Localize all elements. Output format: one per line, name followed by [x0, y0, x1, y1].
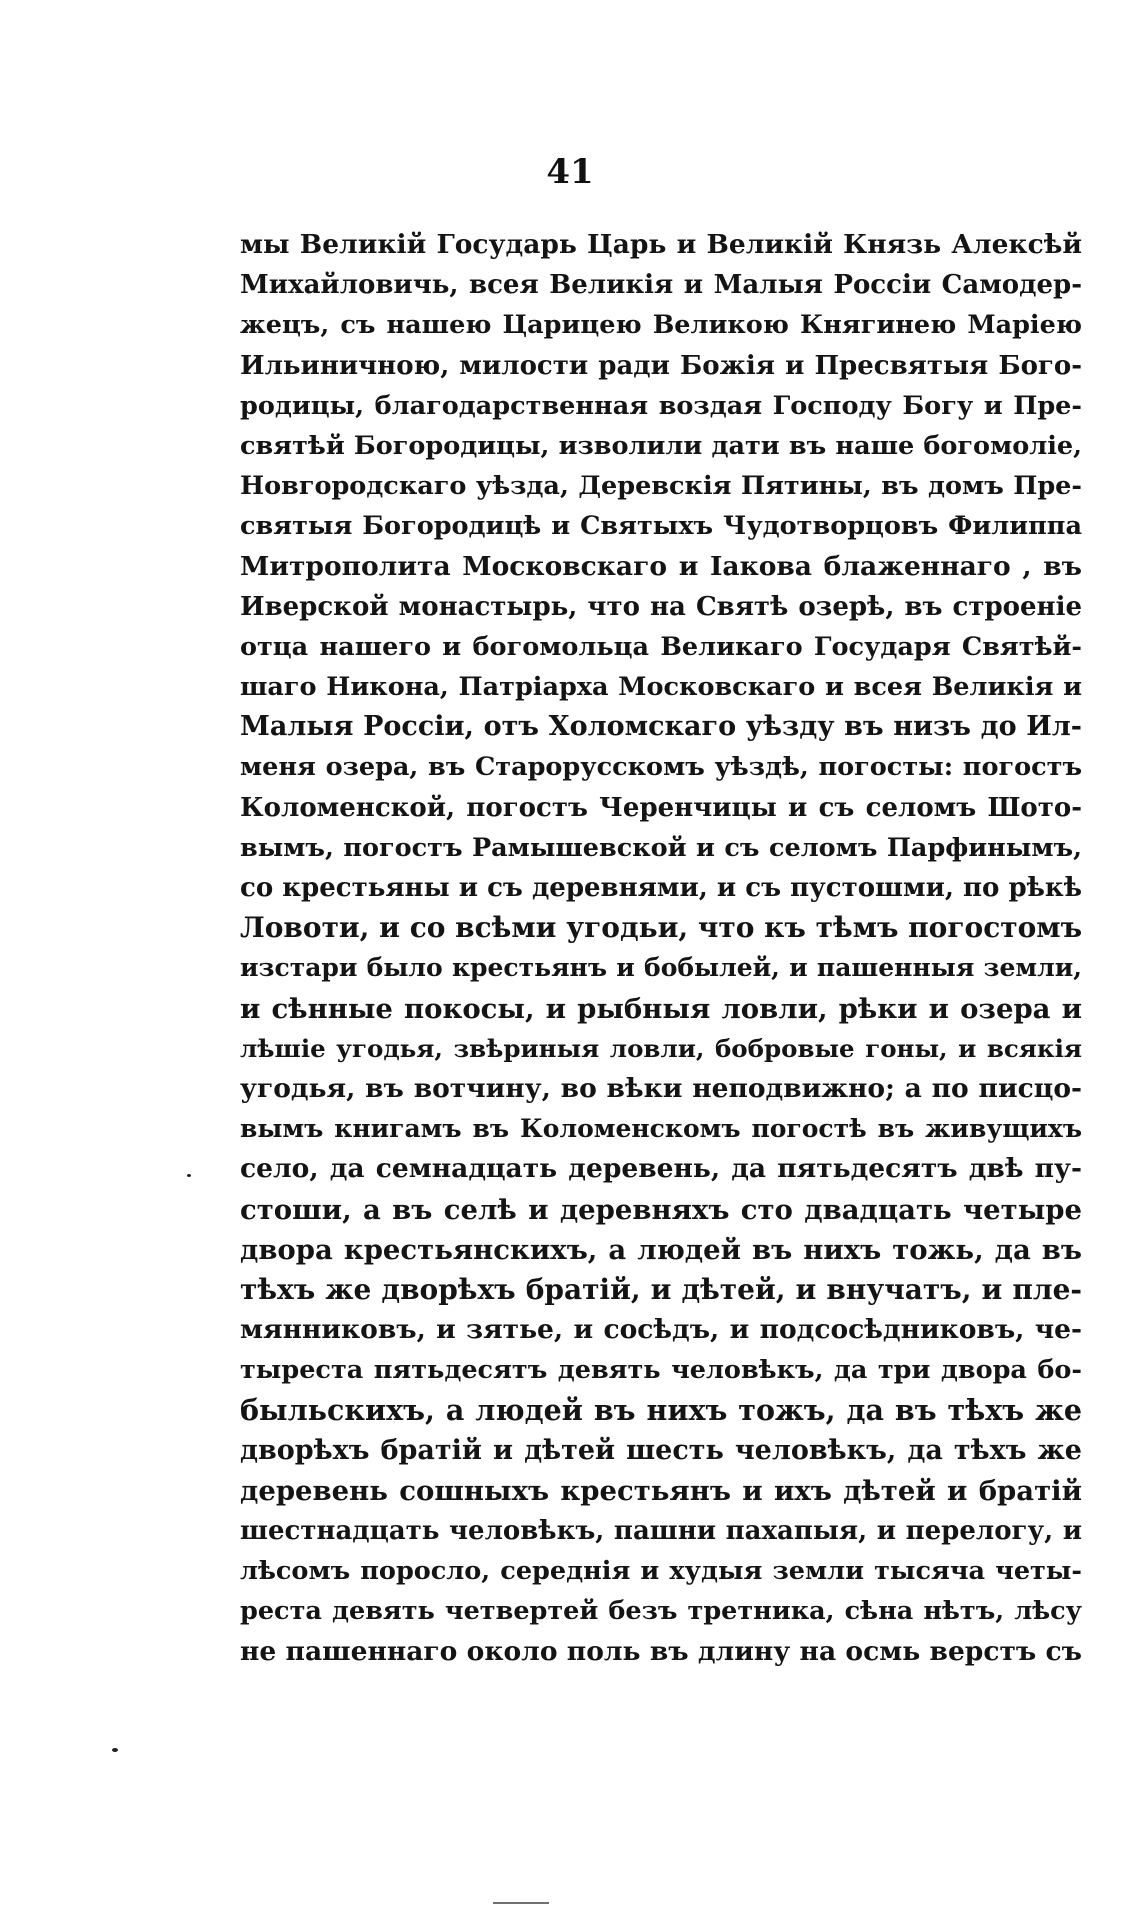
- text-line: лѣсомъ поросло, середнія и худыя земли тысяча четы-: [240, 1556, 1082, 1587]
- text-line: не пашеннаго около поль въ длину на осмь верстъ съ: [240, 1635, 1082, 1667]
- text-line: изстари было крестьянъ и бобылей, и пашенныя земли,: [240, 953, 1082, 983]
- page-number: 41: [546, 152, 594, 192]
- text-line: Михайловичь, всея Великія и Малыя Россіи Самодер-: [240, 270, 1082, 301]
- text-line: тѣхъ же дворѣхъ братій, и дѣтей, и внучатъ, и пле-: [240, 1272, 1082, 1306]
- text-line: угодья, въ вотчину, во вѣки неподвижно; а по писцо-: [240, 1072, 1082, 1104]
- text-line: Митрополита Московскаго и Іакова блаженнаго , въ: [240, 550, 1082, 582]
- text-line: Ильиничною, милости ради Божія и Пресвятыя Бого-: [240, 350, 1082, 381]
- text-line: вымъ книгамъ въ Коломенскомъ погостѣ въ живущихъ: [240, 1114, 1082, 1144]
- text-line: вымъ, погостъ Рамышевской и съ селомъ Парфинымъ,: [240, 832, 1082, 863]
- text-line: отца нашего и богомольца Великаго Государя Святѣй-: [240, 631, 1082, 662]
- text-line: жецъ, съ нашею Царицею Великою Княгинею Маріею: [240, 310, 1082, 341]
- text-line: святѣй Богородицы, изволили дати въ наше богомоліе,: [240, 430, 1082, 461]
- text-line: и сѣнные покосы, и рыбныя ловли, рѣки и озера и: [240, 992, 1082, 1025]
- text-line: Малыя Россіи, отъ Холомскаго уѣзду въ низъ до Ил-: [240, 711, 1082, 743]
- text-line: дворѣхъ братій и дѣтей шесть человѣкъ, да тѣхъ же: [240, 1434, 1082, 1466]
- body-text: [240, 225, 1082, 1672]
- text-line: со крестьяны и съ деревнями, и съ пустошми, по рѣкѣ: [240, 873, 1082, 903]
- text-line: святыя Богородицѣ и Святыхъ Чудотворцовъ Филиппа: [240, 511, 1082, 542]
- text-line: лѣшіе угодья, звѣриныя ловли, бобровые гоны, и всякія: [240, 1033, 1082, 1063]
- text-line: шаго Никона, Патріарха Московскаго и всея Великія и: [240, 672, 1082, 703]
- text-line: село, да семнадцать деревень, да пятьдесятъ двѣ пу-: [240, 1153, 1082, 1185]
- text-line: шестнадцать человѣкъ, пашни пахапыя, и перелогу, и: [240, 1516, 1082, 1546]
- text-line: мы Великій Государь Царь и Великій Князь Алексѣй: [240, 229, 1082, 260]
- text-line: меня озера, въ Старорусскомъ уѣздѣ, погосты: погостъ: [240, 752, 1082, 783]
- text-line: стоши, а въ селѣ и деревняхъ сто двадцать четыре: [240, 1193, 1082, 1226]
- text-line: деревень сошныхъ крестьянъ и ихъ дѣтей и братій: [240, 1474, 1082, 1507]
- text-line: быльскихъ, а людей въ нихъ тожъ, да въ тѣхъ же: [240, 1393, 1082, 1428]
- text-line: родицы, благодарственная воздая Господу Богу и Пре-: [240, 390, 1082, 421]
- text-line: Коломенской, погостъ Черенчицы и съ селомъ Шото-: [240, 792, 1082, 823]
- text-line: тыреста пятьдесятъ девять человѣкъ, да три двора бо-: [240, 1355, 1082, 1386]
- scan-speck: [187, 1174, 191, 1177]
- text-line: Ловоти, и со всѣми угодьи, что къ тѣмъ погостомъ: [240, 911, 1082, 945]
- text-line: мянниковъ, и зятье, и сосѣдъ, и подсосѣдниковъ, че-: [240, 1314, 1082, 1346]
- scan-mark: [493, 1902, 549, 1904]
- text-line: реста девять четвертей безъ третника, сѣна нѣтъ, лѣсу: [240, 1596, 1082, 1627]
- text-line: двора крестьянскихъ, а людей въ нихъ тожь, да въ: [240, 1233, 1082, 1266]
- text-line: Новгородскаго уѣзда, Деревскія Пятины, въ домъ Пре-: [240, 471, 1082, 502]
- scan-speck: [112, 1748, 118, 1752]
- text-line: Иверской монастырь, что на Святѣ озерѣ, въ строеніе: [240, 591, 1082, 622]
